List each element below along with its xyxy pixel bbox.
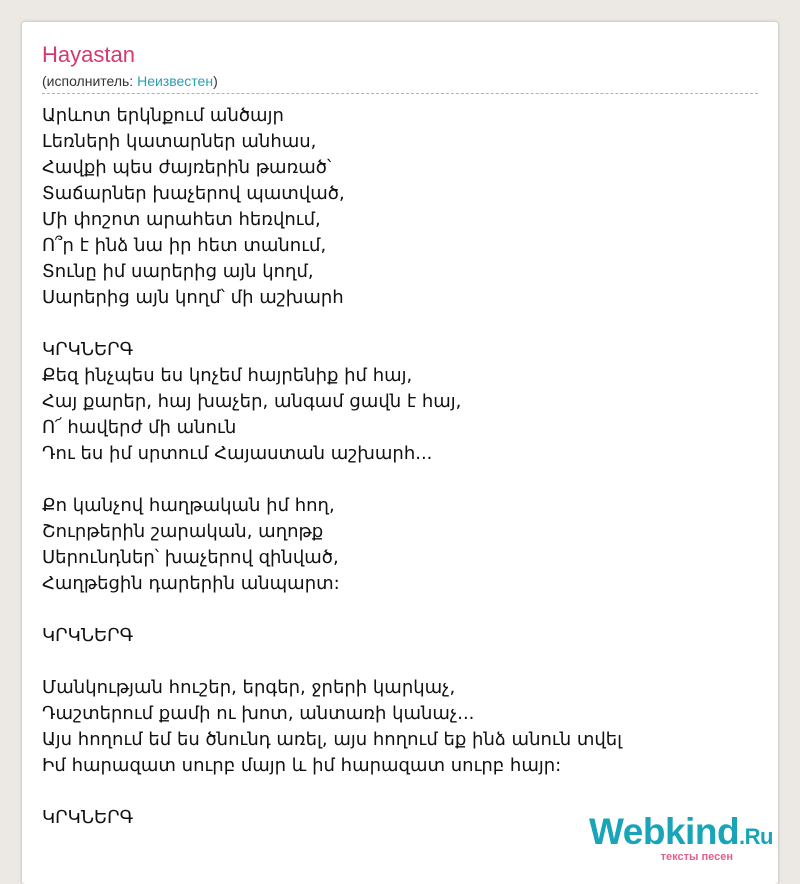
logo-suffix: .Ru: [739, 824, 773, 849]
lyric-line: Սերունդներ՝ խաչերով զինված,: [42, 547, 339, 568]
stanza-gap: [42, 597, 622, 623]
lyric-line: Մի փոշոտ արահետ հեռվում,: [42, 209, 321, 230]
lyric-line: Սարերից այն կողմ՝ մի աշխարհ: [42, 287, 344, 308]
lyric-line: Արևոտ երկնքում անծայր: [42, 105, 284, 126]
chorus-label: ԿՐԿՆԵՐԳ: [42, 807, 134, 828]
performer-line: [42, 73, 218, 89]
lyric-line: Ո՜ հավերժ մի անուն: [42, 417, 237, 438]
logo-wordmark: [589, 811, 773, 855]
performer-suffix: ): [213, 73, 218, 89]
stanza-gap: [42, 779, 622, 805]
stanza-gap: [42, 467, 622, 493]
chorus-label: ԿՐԿՆԵՐԳ: [42, 625, 134, 646]
logo-main-text: Webkind: [589, 811, 740, 852]
lyric-line: Մանկության հուշեր, երգեր, ջրերի կարկաչ,: [42, 677, 456, 698]
lyric-line: Այս հողում եմ ես ծնունդ առել, այս հողում եք ինձ անուն տվել: [42, 729, 623, 750]
lyrics-body: [42, 103, 622, 831]
performer-prefix: (исполнитель:: [42, 73, 138, 89]
webkind-logo[interactable]: [589, 811, 773, 863]
lyric-line: Տունը իմ սարերից այն կողմ,: [42, 261, 314, 282]
lyrics-card: [22, 22, 778, 884]
performer-link[interactable]: Неизвестен: [137, 73, 214, 89]
lyric-line: Դաշտերում քամի ու խոտ, անտառի կանաչ...: [42, 703, 475, 724]
lyric-line: Շուրթերին շարական, աղոթք: [42, 521, 324, 542]
song-title: Hayastan: [42, 42, 135, 67]
lyric-line: Հավքի պես ժայռերին թառած՝: [42, 157, 332, 178]
chorus-label: ԿՐԿՆԵՐԳ: [42, 339, 134, 360]
lyric-line: Քեզ ինչպես ես կոչեմ հայրենիք իմ հայ,: [42, 365, 413, 386]
stanza-gap: [42, 649, 622, 675]
lyric-line: Ո՞ր է ինձ նա իր հետ տանում,: [42, 235, 327, 256]
lyric-line: Հայ քարեր, հայ խաչեր, անգամ ցավն է հայ,: [42, 391, 462, 412]
lyric-line: Իմ հարազատ սուրբ մայր և իմ հարազատ սուրբ հայր:: [42, 755, 562, 776]
divider: [42, 93, 758, 94]
lyric-line: Լեռների կատարներ անհաս,: [42, 131, 317, 152]
lyric-line: Տաճարներ խաչերով պատված,: [42, 183, 345, 204]
lyric-line: Քո կանչով հաղթական իմ հող,: [42, 495, 335, 516]
lyric-line: Հաղթեցին դարերին անպարտ:: [42, 573, 340, 594]
logo-tagline: тексты песен: [660, 851, 733, 863]
stanza-gap: [42, 311, 622, 337]
lyric-line: Դու ես իմ սրտում Հայաստան աշխարհ...: [42, 443, 433, 464]
